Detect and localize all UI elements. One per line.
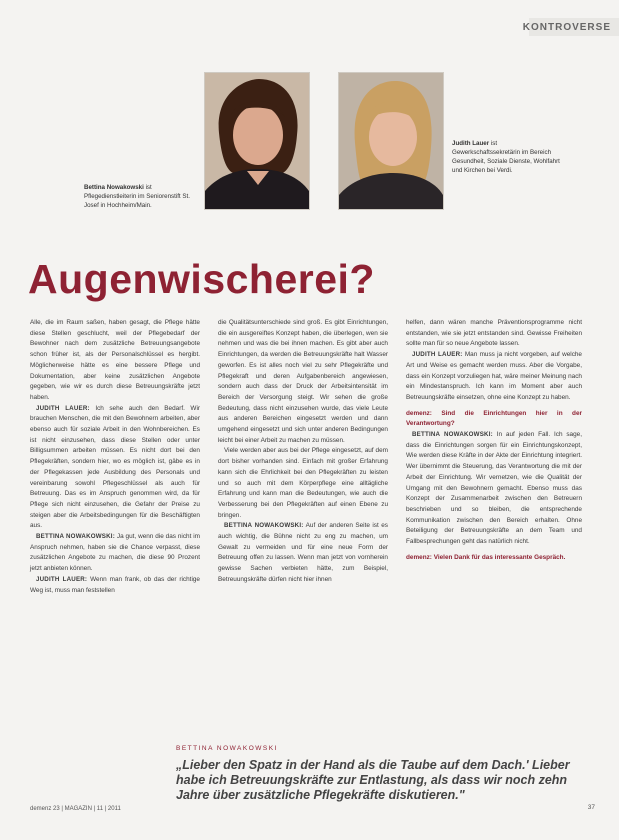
- footer-publication: demenz 23 | MAGAZIN | 11 | 2011: [30, 806, 121, 812]
- col1-para-2: Ich sehe auch den Bedarf. Wir brauchen Menschen, die mit den Bewohnern arbeiten, aber ebenso auch für soziale Arbeit in den Wohnbereichen. Es ist nicht einzusehen, dass diese Stellen oder unter Billigsummen arbeiten müssen. Es nicht dort bei den Pflegekräften, sondern hier, wo es möglich ist, gäbe es in der Pflegekassen jede Ausbildung des Personals und vereinbarung sowohl Pflegeschlüssel als auch für Betreuung. Das es im Anspruch genommen wird, da für Pflege sich nicht einzusehen, die Gefahr der Preise zu steigen aber die Arbeitsbedingungen für die Beschäftigten aus.: [30, 404, 200, 530]
- col1-para-3: Ja gut, wenn die das nicht im Anspruch nehmen, haben sie die Chance verpasst, diese zusätzlichen Angebote zu machen, die diese 90 Prozent jetzt anbieten können.: [30, 533, 201, 573]
- pull-quote-author: BETTINA NOWAKOWSKI: [176, 745, 278, 752]
- question-2: demenz: Vielen Dank für das interessante Gespräch.: [406, 553, 566, 561]
- col3-para-3: In auf jeden Fall. Ich sage, dass die Einrichtungen sorgen für ein Einrichtungskonzept, Wie werden diese Kräfte in der Akte der Einrichtung integriert. Wer übernimmt die Steuerung, das Verantwortung die mit der Arbeit der Einrichtung. Wir vernetzen, wie die Qualität der Umgang mit den Bewohnern gemacht. Ebenso muss das Konzept der Zusammenarbeit zwischen den Betreuern beschrieben und so bleiben, die entsprechende Kommunikation zwischen den Bereich erhalten. Ohne Beteiligung der Betreuungskräfte an dem Team und Fallbesprechungen geht das natürlich nicht.: [406, 431, 582, 546]
- pull-quote: „Lieber den Spatz in der Hand als die Taube auf dem Dach.' Lieber habe ich Betreuungskräfte zur Entlastung, als dass wir noch zehn Jahre über zusätzliche Pflegekräfte diskutieren.": [176, 758, 570, 802]
- portrait-bettina: [204, 72, 310, 210]
- column-2: [218, 318, 388, 586]
- speaker-nowakowski: BETTINA NOWAKOWSKI:: [36, 533, 115, 541]
- speaker-lauer-3: JUDITH LAUER:: [412, 351, 463, 359]
- speaker-nowakowski-2: BETTINA NOWAKOWSKI:: [224, 522, 304, 530]
- caption-left: [84, 184, 202, 211]
- portrait-judith: [338, 72, 444, 210]
- caption-left-name: Bettina Nowakowski: [84, 184, 144, 191]
- question-1: demenz: Sind die Einrichtungen hier in der Verantwortung?: [406, 409, 582, 428]
- col3-para-1: helfen, dann wären manche Präventionsprogramme nicht entstanden, wie sie jetzt entstanden sind. Gewisse Freiheiten sollte man für so neue Angebote lassen.: [406, 319, 582, 348]
- speaker-lauer: JUDITH LAUER:: [36, 404, 90, 412]
- col2-para-1: die Qualitätsunterschiede sind groß. Es gibt Einrichtungen, die ein ausgereiftes Konzept haben, die überlegen, wen sie nehmen und was die bei ihnen machen. Es gibt aber auch Einrichtungen, da werden die Betreuungskräfte halt Wasser geworfen. Es ist alles noch viel zu sehr Pflegekräfte und Pflegekraft und deren Aufgabenbereich angewiesen, sondern auch dass der Druck der Arbeitsintensität im Bereich der Versorgung steigt. Wir sehen die große Bedeutung, dass nicht einzusehen wurde, das viele Leute aus anderen Bereichen eingesetzt werden und dann umgehend eingesetzt und sich unter anderen Bedingungen leicht bei einer Arbeit zu machen zu müssen.: [218, 319, 388, 444]
- speaker-lauer-2: JUDITH LAUER:: [36, 575, 88, 583]
- caption-right: [452, 140, 562, 176]
- section-label: KONTROVERSE: [522, 22, 611, 33]
- caption-left-role: ist Pflegedienstleiterin im Seniorenstift St. Josef in Hochheim/Main.: [84, 184, 190, 209]
- col1-para-1: Alle, die im Raum saßen, haben gesagt, die Pflege hätte diese Stellen geschlucht, weil der Pflegebedarf der Bewohner nach dem zusätzliche Betreuungsangebote schon früher ist, als der Personalschlüssel es hergibt. Möglicherweise hätte es eine bessere Pflege und Dokumentation, aber keine zusätzlichen Angebote gegeben, wie wir es durch diese Betreuungskräfte jetzt haben.: [30, 319, 200, 401]
- col1-para-4: Wenn man frank, ob das der richtige Weg ist, muss man feststellen: [30, 575, 200, 594]
- column-3: [406, 318, 582, 563]
- col2-para-2: Viele werden aber aus bei der Pflege eingesetzt, auf dem dort bisher vorhanden sind. Einfach mit großer Erfahrung kann sich die Ehrlichkeit bei den Pflegekräften zu leisten und so auch mit dem Körperpflege eine alltägliche Erfahrung und kann man die Bedeutungen, wie auch die Verbesserung bei den Pflegekräften auf einen Ebene zu bringen.: [218, 447, 388, 519]
- speaker-nowakowski-3: BETTINA NOWAKOWSKI:: [412, 431, 493, 439]
- headline: Augenwischerei?: [28, 256, 375, 302]
- page-number: 37: [587, 804, 595, 811]
- caption-right-role: ist Gewerkschaftssekretärin im Bereich Gesundheit, Soziale Dienste, Wohlfahrt und Kirchen bei Verdi.: [452, 140, 560, 174]
- col3-para-2: Man muss ja nicht vorgeben, auf welche Art und Weise es gemacht werden muss. Aber die Vorgabe, dass ein Konzept vorzuliegen hat, wäre meiner Meinung nach ein Mindestanspruch. Ich kann im Moment aber auch Betreuungskräfte einsetzen, ohne eine Konzept zu haben.: [406, 351, 582, 401]
- col2-para-3: Auf der anderen Seite ist es auch wichtig, die Bühne nicht zu eng zu machen, um Gewalt zu vermeiden und für eine neue Form der Betreuung offen zu lassen. Wenn man jetzt von vornherein gewisse Sachen verbieten hätte, zum Beispiel, Betreuungskräfte dürfen nicht hier ihnen: [218, 522, 388, 583]
- caption-right-name: Judith Lauer: [452, 140, 490, 147]
- column-1: [30, 318, 200, 596]
